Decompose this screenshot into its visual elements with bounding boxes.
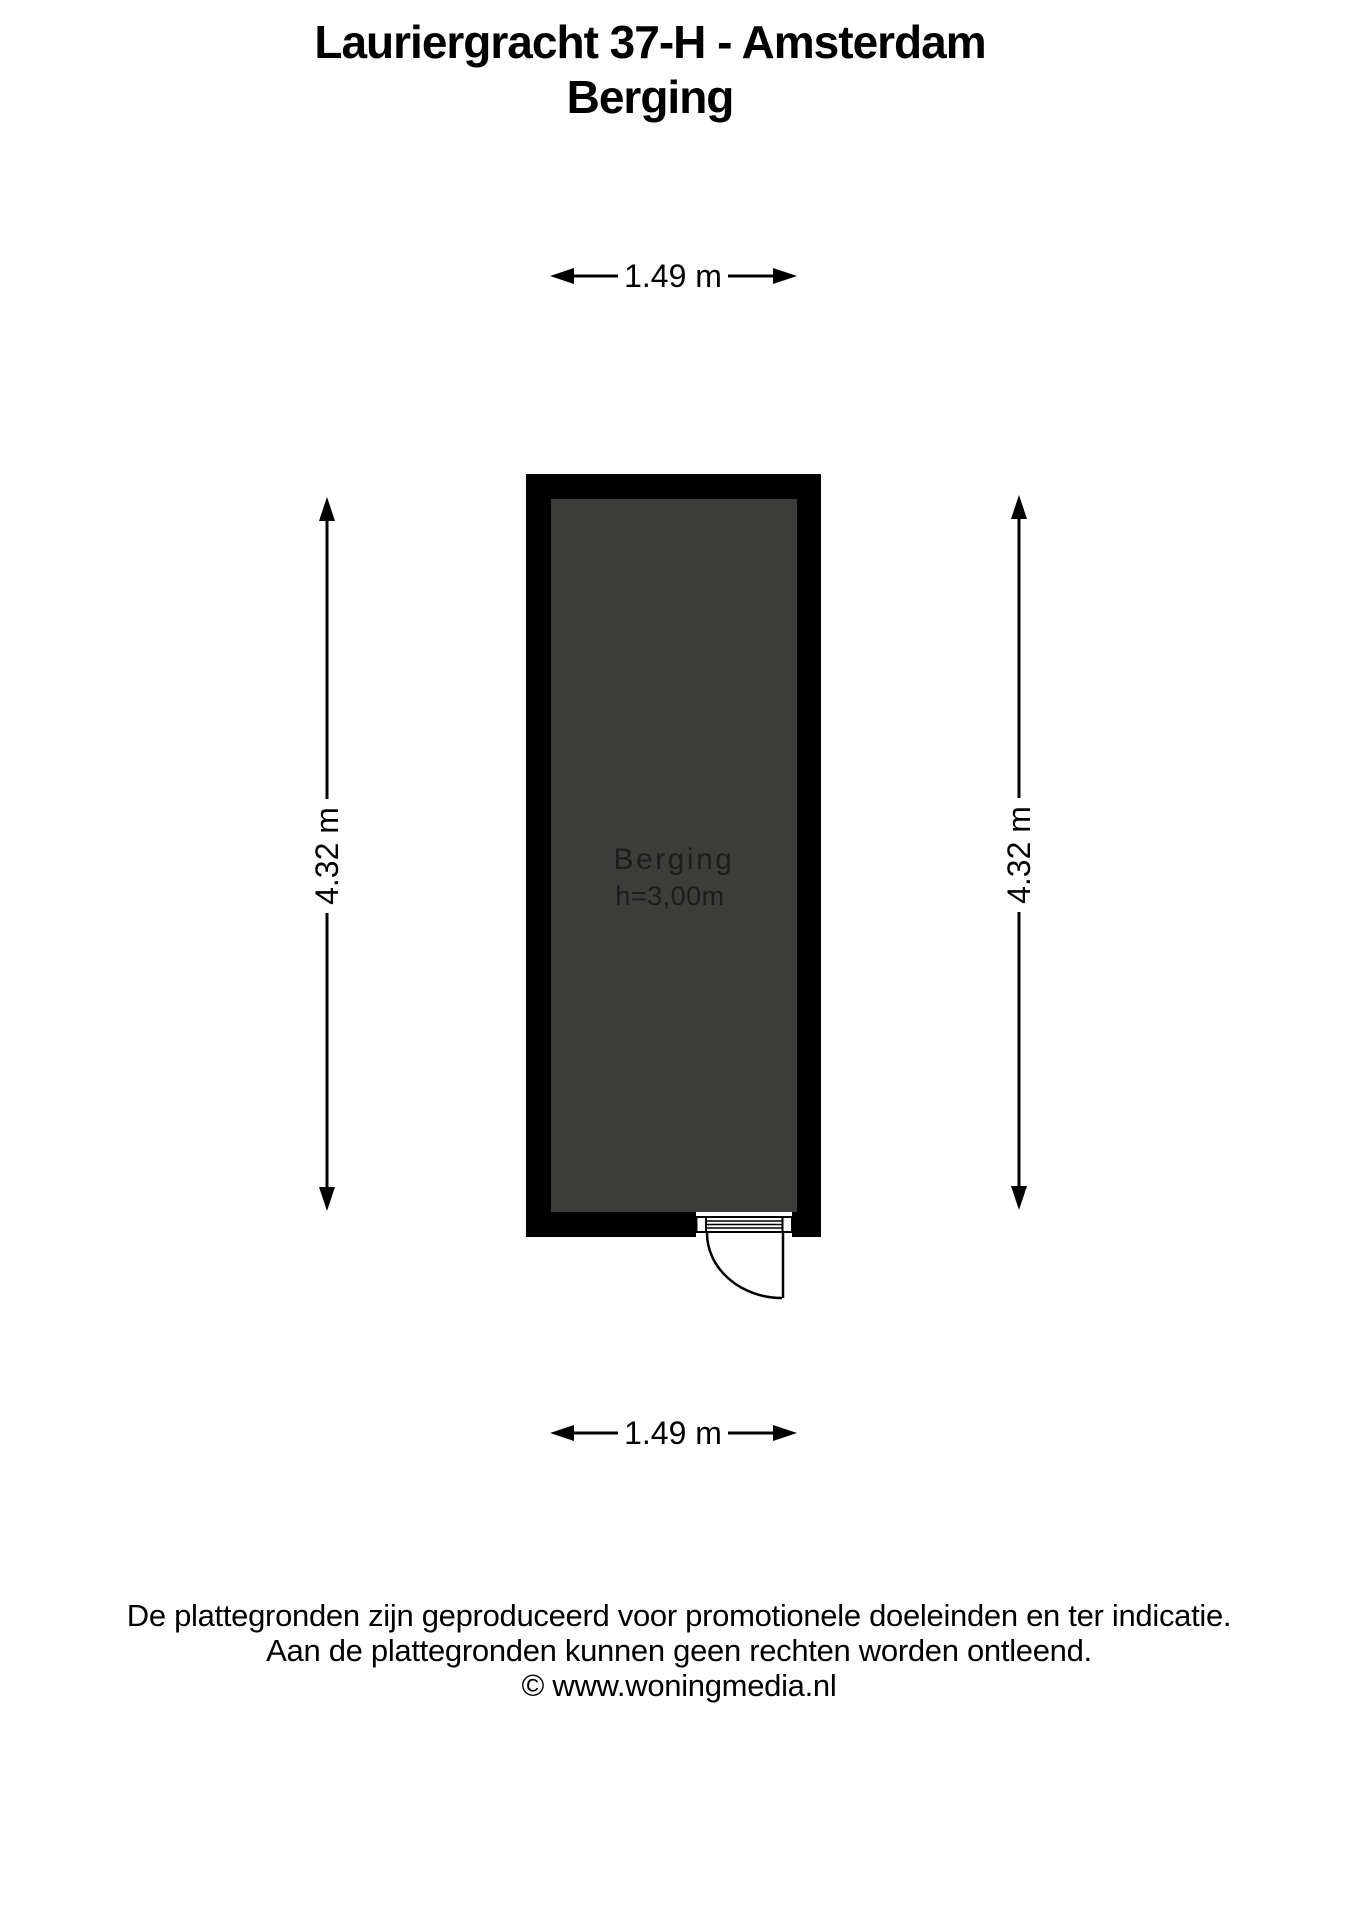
door-jamb-left xyxy=(697,1217,707,1232)
dimension-top xyxy=(550,258,797,294)
dimension-top-label: 1.49 m xyxy=(624,258,722,294)
arrowhead-left-icon xyxy=(550,268,574,284)
footer-disclaimer xyxy=(0,1598,1358,1703)
room-ceiling-height-label: h=3,00m xyxy=(615,881,725,911)
arrowhead-up-icon xyxy=(1011,495,1027,519)
dimension-left xyxy=(309,497,345,1211)
door-threshold xyxy=(706,1217,783,1232)
room-berging xyxy=(526,474,821,1298)
dimension-left-label: 4.32 m xyxy=(309,807,345,905)
dimension-bottom-label: 1.49 m xyxy=(624,1415,722,1451)
title-room-type: Berging xyxy=(566,71,734,123)
door-jamb-right xyxy=(783,1217,793,1232)
arrowhead-up-icon xyxy=(319,497,335,521)
room-name-label: Berging xyxy=(613,843,735,876)
title-address: Lauriergracht 37-H - Amsterdam xyxy=(314,16,986,68)
dimension-right xyxy=(1001,495,1037,1210)
arrowhead-left-icon xyxy=(550,1425,574,1441)
disclaimer-line-2: Aan de plattegronden kunnen geen rechten worden ontleend. xyxy=(266,1633,1092,1668)
dimension-bottom xyxy=(550,1415,797,1451)
arrowhead-down-icon xyxy=(319,1187,335,1211)
door-swing-arc xyxy=(707,1233,782,1298)
copyright-line: © www.woningmedia.nl xyxy=(521,1668,837,1703)
disclaimer-line-1: De plattegronden zijn geproduceerd voor promotionele doeleinden en ter indicatie. xyxy=(126,1598,1232,1633)
arrowhead-right-icon xyxy=(773,1425,797,1441)
arrowhead-right-icon xyxy=(773,268,797,284)
arrowhead-down-icon xyxy=(1011,1186,1027,1210)
dimension-right-label: 4.32 m xyxy=(1001,806,1037,904)
